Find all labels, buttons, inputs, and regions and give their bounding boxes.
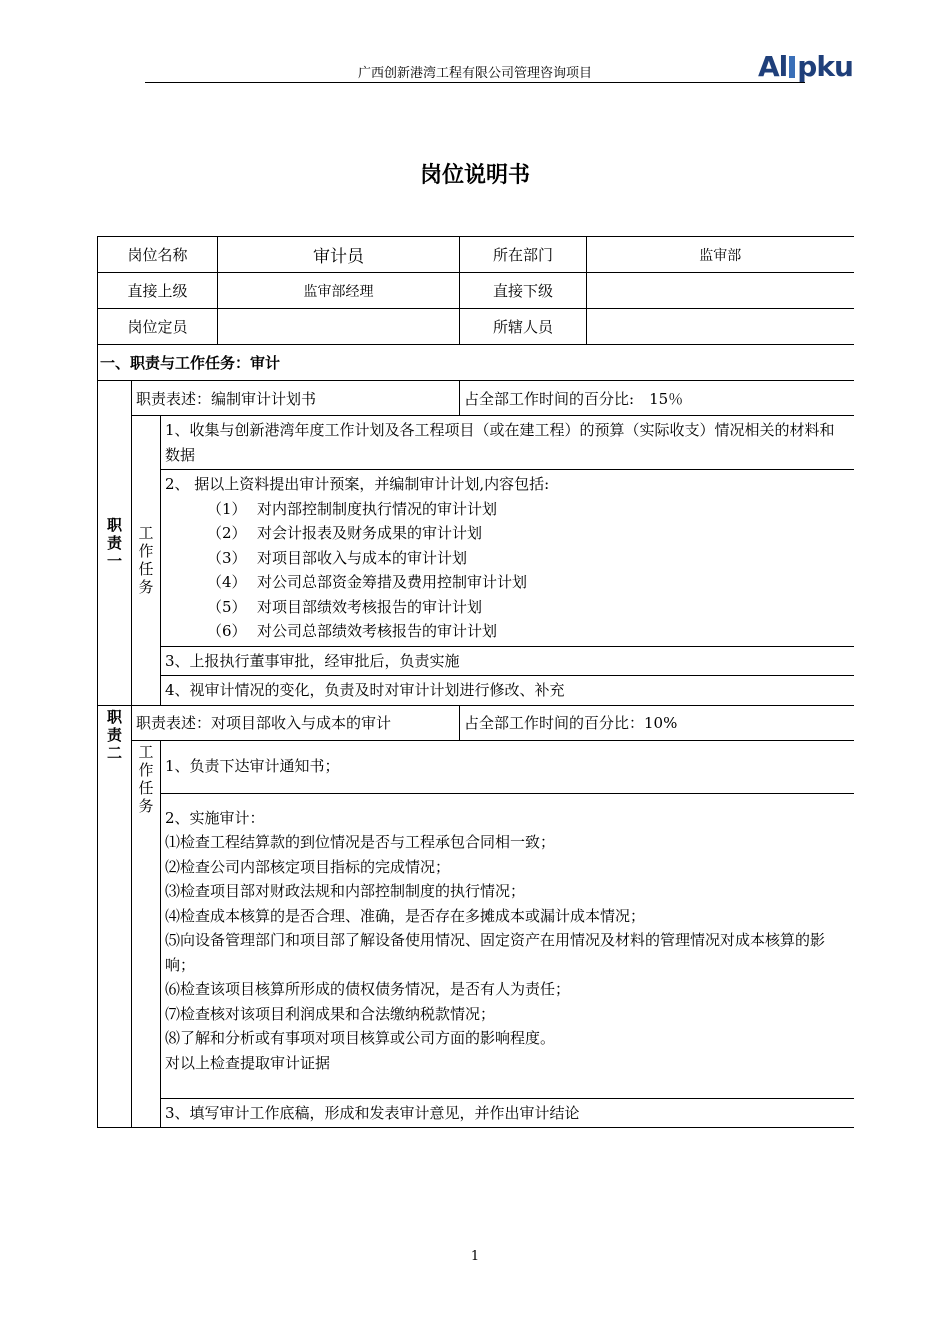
list-item: [165, 497, 850, 522]
cell-label: 岗位定员: [98, 309, 218, 345]
sub-text: 对项目部收入与成本的审计计划: [257, 548, 468, 567]
duty1-task-3: 3、上报执行董事审批，经审批后，负责实施: [161, 646, 854, 676]
duty2-task-2-text: 2、实施审计：: [165, 808, 265, 827]
duty1-task-label: [132, 416, 161, 706]
info-row: [98, 273, 854, 309]
duty2-label: [98, 705, 132, 1128]
duty2-task-row: [98, 793, 854, 1098]
sub-num: （1）: [207, 499, 247, 518]
list-item: ⑵检查公司内部核定项目指标的完成情况；: [165, 857, 451, 876]
list-item: [165, 619, 850, 644]
cell-label: 所辖人员: [460, 309, 587, 345]
job-description-table: [97, 236, 853, 1128]
list-item: ⑴检查工程结算款的到位情况是否与工程承包合同相一致；: [165, 833, 556, 851]
list-item: ⑹检查该项目核算所形成的债权债务情况，是否有人为责任；: [165, 980, 571, 998]
duty1-task-4: 4、视审计情况的变化，负责及时对审计计划进行修改、补充: [161, 676, 854, 706]
cell-value: [218, 309, 460, 345]
duty2-task-1: 1、负责下达审计通知书；: [161, 740, 854, 793]
duty1-label-text: 职责一: [106, 515, 122, 570]
duty1-task-row: [98, 646, 854, 676]
cell-label: 直接下级: [460, 273, 587, 309]
list-item: 对以上检查提取审计证据: [165, 1053, 331, 1072]
cell-value: [587, 309, 854, 345]
sub-text: 对项目部绩效考核报告的审计计划: [257, 597, 483, 616]
duty2-task-row: [98, 1098, 854, 1128]
duty1-task-row: [98, 416, 854, 470]
sub-text: 对公司总部资金筹措及费用控制审计计划: [257, 573, 528, 591]
duty1-task-1: 1、收集与创新港湾年度工作计划及各工程项目（或在建工程）的预算（实际收支）情况相关的材料和数据: [161, 416, 854, 470]
cell-label: 岗位名称: [98, 237, 218, 273]
duty2-desc-row: [98, 705, 854, 740]
duty1-desc-row: [98, 381, 854, 416]
duty2-label-text: 职责二: [106, 707, 122, 762]
list-item: ⑺检查核对该项目利润成果和合法缴纳税款情况；: [165, 1004, 496, 1023]
cell-label: 直接上级: [98, 273, 218, 309]
duty2-task-row: [98, 740, 854, 793]
duty1-label: [98, 381, 132, 706]
sub-num: （4）: [207, 573, 247, 591]
info-row: [98, 237, 854, 273]
sub-text: 对内部控制制度执行情况的审计计划: [257, 499, 498, 518]
duty1-task-label-text: 工作任务: [138, 524, 154, 597]
duty2-task-3: 3、填写审计工作底稿，形成和发表审计意见，并作出审计结论: [161, 1098, 854, 1128]
company-logo: Al pku: [758, 50, 853, 83]
list-item: ⑶检查项目部对财政法规和内部控制制度的执行情况；: [165, 882, 526, 900]
list-item: [165, 546, 850, 571]
duty1-task-row: [98, 470, 854, 647]
duty1-task-2-text: 2、 据以上资料提出审计预案，并编制审计计划,内容包括:: [165, 475, 550, 493]
page-header: [145, 62, 805, 83]
list-item: ⑻了解和分析或有事项对项目核算或公司方面的影响程度。: [165, 1029, 556, 1047]
page-number: 1: [470, 1249, 480, 1264]
duty2-task-2: [161, 793, 854, 1098]
sub-text: 对会计报表及财务成果的审计计划: [257, 524, 483, 542]
duty2-desc: 职责表述：对项目部收入与成本的审计: [132, 705, 460, 740]
duty1-task-2: [161, 470, 854, 647]
duty1-desc: 职责表述：编制审计计划书: [132, 381, 460, 416]
list-item: [165, 595, 850, 620]
sub-text: 对公司总部绩效考核报告的审计计划: [257, 622, 498, 640]
sub-num: （3）: [207, 548, 247, 567]
cell-value: 监审部: [587, 237, 854, 273]
sub-num: （6）: [207, 622, 247, 640]
list-item: [165, 570, 850, 595]
header-text: 广西创新港湾工程有限公司管理咨询项目: [357, 66, 592, 81]
list-item: ⑷检查成本核算的是否合理、准确，是否存在多摊成本或漏计成本情况；: [165, 906, 646, 925]
duty2-pct: 占全部工作时间的百分比：10%: [460, 705, 854, 740]
section-heading: 一、职责与工作任务：审计: [98, 345, 854, 381]
duty1-task-row: [98, 676, 854, 706]
duty2-task-label: [132, 740, 161, 1128]
info-row: [98, 309, 854, 345]
list-item: ⑸向设备管理部门和项目部了解设备使用情况、固定资产在用情况及材料的管理情况对成本核算的影响；: [165, 931, 826, 974]
duty1-pct: 占全部工作时间的百分比: 15％: [460, 381, 854, 416]
cell-value: 监审部经理: [218, 273, 460, 309]
list-item: [165, 521, 850, 546]
sub-num: （5）: [207, 597, 247, 616]
duty2-task-label-text: 工作任务: [138, 742, 154, 815]
sub-num: （2）: [207, 524, 247, 542]
cell-value: 审计员: [218, 237, 460, 273]
cell-value: [587, 273, 854, 309]
page-title: 岗位说明书: [419, 163, 530, 188]
section-heading-row: [98, 345, 854, 381]
cell-label: 所在部门: [460, 237, 587, 273]
